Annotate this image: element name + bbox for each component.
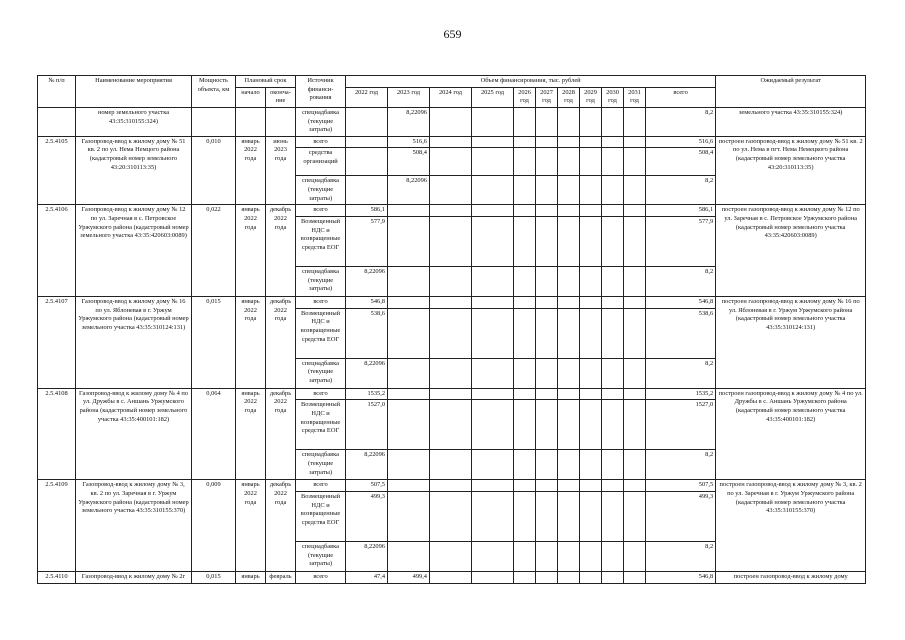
table-cell bbox=[514, 400, 536, 450]
header-source: Источник финанси-рования bbox=[296, 76, 346, 108]
header-year: 2031 год bbox=[624, 87, 646, 107]
table-row bbox=[38, 205, 866, 217]
table-cell bbox=[624, 388, 646, 400]
row-result: построен газопровод-ввод к жилому дому № 16 по ул. Яблоневая в г. Уржум Уржумского района (кадастровый номер земельного участка 43:35:310124:131) bbox=[716, 297, 866, 389]
row-name: Газопровод-ввод к жилому дому № 2г bbox=[76, 571, 192, 583]
table-cell bbox=[558, 267, 580, 297]
header-year: 2027 год bbox=[536, 87, 558, 107]
row-value-2022: 1535,2 bbox=[346, 388, 388, 400]
table-cell bbox=[472, 450, 514, 480]
row-start: январь bbox=[236, 571, 266, 583]
row-source: спецнадбавка (текущие затраты) bbox=[296, 450, 346, 480]
header-year: 2028 год bbox=[558, 87, 580, 107]
table-cell bbox=[624, 571, 646, 583]
table-cell bbox=[624, 148, 646, 176]
table-cell bbox=[580, 267, 602, 297]
header-num: № п/п bbox=[38, 76, 76, 108]
row-source: спецнадбавка (текущие затраты) bbox=[296, 541, 346, 571]
row-total: 507,5 bbox=[646, 480, 716, 492]
row-end: декабрь 2022 года bbox=[266, 297, 296, 389]
table-cell bbox=[602, 571, 624, 583]
table-cell bbox=[430, 217, 472, 267]
row-num: 2.5.4106 bbox=[38, 205, 76, 297]
financing-table bbox=[37, 75, 866, 584]
header-term-end: оконча-ние bbox=[266, 87, 296, 107]
header-term-start: начало bbox=[236, 87, 266, 107]
row-capacity: 0,064 bbox=[192, 388, 236, 480]
table-cell bbox=[580, 358, 602, 388]
table-cell bbox=[624, 217, 646, 267]
table-cell bbox=[558, 491, 580, 541]
table-cell bbox=[514, 491, 536, 541]
table-cell bbox=[472, 358, 514, 388]
table-cell bbox=[558, 297, 580, 309]
table-cell bbox=[602, 491, 624, 541]
row-num: 2.5.4109 bbox=[38, 480, 76, 572]
row-source: спецнадбавка (текущие затраты) bbox=[296, 176, 346, 205]
table-cell bbox=[472, 491, 514, 541]
row-value-2023: 8,22096 bbox=[388, 107, 430, 136]
row-source: спецнадбавка (текущие затраты) bbox=[296, 358, 346, 388]
row-total: 516,6 bbox=[646, 136, 716, 148]
row-total: 8,2 bbox=[646, 358, 716, 388]
row-total: 8,2 bbox=[646, 541, 716, 571]
table-cell bbox=[536, 205, 558, 217]
row-capacity: 0,010 bbox=[192, 136, 236, 205]
table-cell bbox=[514, 176, 536, 205]
row-value-2022: 1527,0 bbox=[346, 400, 388, 450]
row-capacity: 0,015 bbox=[192, 297, 236, 389]
table-cell bbox=[558, 541, 580, 571]
table-cell bbox=[430, 541, 472, 571]
table-cell bbox=[558, 148, 580, 176]
row-result: построен газопровод-ввод к жилому дому № 4 по ул. Дружбы в с. Аншань Уржумского района (кадастровый номер земельного участка 43:35:400101:182) bbox=[716, 388, 866, 480]
header-capacity: Мощность объекта, км bbox=[192, 76, 236, 108]
row-total: 538,6 bbox=[646, 308, 716, 358]
row-end: декабрь 2022 года bbox=[266, 480, 296, 572]
table-cell bbox=[602, 205, 624, 217]
table-cell bbox=[602, 388, 624, 400]
row-start: январь 2022 года bbox=[236, 388, 266, 480]
table-cell bbox=[536, 217, 558, 267]
table-cell bbox=[580, 388, 602, 400]
row-capacity: 0,022 bbox=[192, 205, 236, 297]
header-year: 2030 год bbox=[602, 87, 624, 107]
table-cell bbox=[430, 571, 472, 583]
row-value-2022: 546,8 bbox=[346, 297, 388, 309]
header-year: 2025 год bbox=[472, 87, 514, 107]
table-cell bbox=[580, 571, 602, 583]
row-source: спецнадбавка (текущие затраты) bbox=[296, 267, 346, 297]
row-source: всего bbox=[296, 480, 346, 492]
row-source: Возмещенный НДС и возвращенные средства ЕОГ bbox=[296, 400, 346, 450]
table-cell bbox=[430, 148, 472, 176]
table-cell bbox=[602, 297, 624, 309]
table-cell bbox=[580, 400, 602, 450]
header-result: Ожидаемый результат bbox=[716, 76, 866, 108]
row-value-2023 bbox=[388, 400, 430, 450]
row-total: 577,9 bbox=[646, 217, 716, 267]
row-total: 546,8 bbox=[646, 297, 716, 309]
row-source: средства организаций bbox=[296, 148, 346, 176]
table-cell bbox=[536, 297, 558, 309]
table-cell bbox=[430, 297, 472, 309]
table-cell bbox=[602, 480, 624, 492]
table-cell bbox=[472, 297, 514, 309]
row-name: Газопровод-ввод к жилому дому № 16 по ул. Яблоневая в г. Уржум Уржумского района (кадастровый номер земельного участка 43:35:310124:131) bbox=[76, 297, 192, 389]
table-cell bbox=[580, 541, 602, 571]
table-cell bbox=[580, 450, 602, 480]
header-total: всего bbox=[646, 87, 716, 107]
table-cell bbox=[472, 217, 514, 267]
row-name: Газопровод-ввод к жилому дому № 12 по ул. Заречная в с. Петровское Уржумского района (кадастровый номер земельного участка 43:35:420603:0089) bbox=[76, 205, 192, 297]
row-result: земельного участка 43:35:310155:324) bbox=[716, 107, 866, 136]
table-cell bbox=[514, 297, 536, 309]
row-value-2022 bbox=[346, 136, 388, 148]
table-cell bbox=[514, 308, 536, 358]
row-name: Газопровод-ввод к жилому дому № 3, кв. 2 по ул. Заречная в г. Уржум Уржумского района (кадастровый номер земельного участка 43:35:310155:370) bbox=[76, 480, 192, 572]
table-cell bbox=[558, 308, 580, 358]
table-cell bbox=[558, 571, 580, 583]
table-cell bbox=[472, 571, 514, 583]
row-total: 1527,0 bbox=[646, 400, 716, 450]
row-total: 8,2 bbox=[646, 450, 716, 480]
row-value-2023 bbox=[388, 450, 430, 480]
table-cell bbox=[536, 308, 558, 358]
table-cell bbox=[472, 148, 514, 176]
table-cell bbox=[624, 176, 646, 205]
table-cell bbox=[624, 541, 646, 571]
row-start: январь 2022 года bbox=[236, 297, 266, 389]
row-source: Возмещенный НДС и возвращенные средства ЕОГ bbox=[296, 217, 346, 267]
row-value-2023: 8,22096 bbox=[388, 176, 430, 205]
row-start: январь 2022 года bbox=[236, 480, 266, 572]
table-row bbox=[38, 571, 866, 583]
table-row bbox=[38, 480, 866, 492]
row-source: всего bbox=[296, 205, 346, 217]
table-cell bbox=[580, 297, 602, 309]
row-value-2023 bbox=[388, 205, 430, 217]
row-source: Возмещенный НДС и возвращенные средства ЕОГ bbox=[296, 491, 346, 541]
row-source: всего bbox=[296, 136, 346, 148]
table-cell bbox=[430, 388, 472, 400]
header-year: 2026 год bbox=[514, 87, 536, 107]
table-cell bbox=[602, 358, 624, 388]
row-value-2023 bbox=[388, 308, 430, 358]
row-value-2022: 8,22096 bbox=[346, 358, 388, 388]
row-value-2022: 586,1 bbox=[346, 205, 388, 217]
table-cell bbox=[624, 267, 646, 297]
table-cell bbox=[558, 358, 580, 388]
table-cell bbox=[472, 205, 514, 217]
table-cell bbox=[430, 358, 472, 388]
header-volume: Объем финансирования, тыс. рублей bbox=[346, 76, 716, 88]
table-cell bbox=[624, 297, 646, 309]
table-cell bbox=[514, 450, 536, 480]
table-cell bbox=[558, 400, 580, 450]
row-num: 2.5.4105 bbox=[38, 136, 76, 205]
row-name: Газопровод-ввод к жилому дому № 51 кв. 2 по ул. Нема Немцого района (кадастровый номер земельного 43:20:310113:35) bbox=[76, 136, 192, 205]
table-cell bbox=[430, 176, 472, 205]
row-value-2022: 47,4 bbox=[346, 571, 388, 583]
table-cell bbox=[472, 541, 514, 571]
table-cell bbox=[514, 571, 536, 583]
row-start: январь 2022 года bbox=[236, 136, 266, 205]
table-cell bbox=[624, 450, 646, 480]
header-row bbox=[38, 76, 866, 88]
table-cell bbox=[536, 491, 558, 541]
row-total: 8,2 bbox=[646, 107, 716, 136]
table-cell bbox=[514, 541, 536, 571]
table-cell bbox=[580, 205, 602, 217]
table-cell bbox=[558, 136, 580, 148]
table-cell bbox=[514, 388, 536, 400]
table-cell bbox=[580, 176, 602, 205]
table-cell bbox=[472, 400, 514, 450]
table-cell bbox=[536, 136, 558, 148]
row-source: всего bbox=[296, 388, 346, 400]
row-value-2022: 507,5 bbox=[346, 480, 388, 492]
row-value-2022: 8,22096 bbox=[346, 267, 388, 297]
table-cell bbox=[536, 358, 558, 388]
table-cell bbox=[472, 267, 514, 297]
row-value-2023 bbox=[388, 297, 430, 309]
table-cell bbox=[602, 267, 624, 297]
header-year: 2024 год bbox=[430, 87, 472, 107]
table-cell bbox=[624, 400, 646, 450]
table-cell bbox=[430, 400, 472, 450]
row-result: построен газопровод-ввод к жилому дому № 12 по ул. Заречная в с. Петровское Уржумского района (кадастровый номер земельного участка 43:35:420603:0089) bbox=[716, 205, 866, 297]
table-cell bbox=[558, 450, 580, 480]
row-capacity: 0,015 bbox=[192, 571, 236, 583]
row-total: 546,8 bbox=[646, 571, 716, 583]
table-row bbox=[38, 136, 866, 148]
table-cell bbox=[472, 388, 514, 400]
table-cell bbox=[624, 308, 646, 358]
row-end: декабрь 2022 года bbox=[266, 205, 296, 297]
table-cell bbox=[430, 267, 472, 297]
header-year: 2022 год bbox=[346, 87, 388, 107]
row-value-2023 bbox=[388, 358, 430, 388]
row-num: 2.5.4107 bbox=[38, 297, 76, 389]
table-cell bbox=[558, 205, 580, 217]
table-cell bbox=[602, 136, 624, 148]
table-cell bbox=[472, 136, 514, 148]
page-number: 659 bbox=[443, 27, 462, 41]
table-cell bbox=[430, 136, 472, 148]
table-cell bbox=[514, 148, 536, 176]
row-value-2022: 499,3 bbox=[346, 491, 388, 541]
table-cell bbox=[536, 480, 558, 492]
row-name: Газопровод-ввод к жилому дому № 4 по ул. Дружбы в с. Аншань Уржумского района (кадастровый номер земельного участка 43:35:400101:182) bbox=[76, 388, 192, 480]
row-total: 8,2 bbox=[646, 267, 716, 297]
row-value-2022: 8,22096 bbox=[346, 541, 388, 571]
table-cell bbox=[430, 308, 472, 358]
table-cell bbox=[624, 205, 646, 217]
header-year: 2029 год bbox=[580, 87, 602, 107]
row-num: 2.5.4110 bbox=[38, 571, 76, 583]
row-value-2022 bbox=[346, 148, 388, 176]
table-cell bbox=[624, 358, 646, 388]
table-cell bbox=[580, 148, 602, 176]
row-source: всего bbox=[296, 571, 346, 583]
table-cell bbox=[580, 217, 602, 267]
header-year: 2023 год bbox=[388, 87, 430, 107]
table-cell bbox=[514, 267, 536, 297]
table-cell bbox=[580, 136, 602, 148]
table-cell bbox=[430, 450, 472, 480]
row-value-2023 bbox=[388, 217, 430, 267]
header-term: Плановый срок bbox=[236, 76, 296, 88]
table-cell bbox=[536, 148, 558, 176]
row-result: построен газопровод-ввод к жилому дому № 3, кв. 2 по ул. Заречная в г. Уржум Уржумского района (кадастровый номер земельного участка 43:35:310155:370) bbox=[716, 480, 866, 572]
table-cell bbox=[580, 308, 602, 358]
table-row bbox=[38, 297, 866, 309]
table-cell bbox=[624, 491, 646, 541]
row-value-2023 bbox=[388, 480, 430, 492]
row-value-2022: 8,22096 bbox=[346, 450, 388, 480]
row-value-2023: 508,4 bbox=[388, 148, 430, 176]
row-value-2023: 516,6 bbox=[388, 136, 430, 148]
header-name: Наименование мероприятия bbox=[76, 76, 192, 108]
table-cell bbox=[624, 136, 646, 148]
table-cell bbox=[602, 148, 624, 176]
row-value-2023 bbox=[388, 388, 430, 400]
table-cell bbox=[558, 480, 580, 492]
table-cell bbox=[558, 217, 580, 267]
table-cell bbox=[536, 388, 558, 400]
row-total: 508,4 bbox=[646, 148, 716, 176]
row-value-2023 bbox=[388, 267, 430, 297]
table-cell bbox=[536, 541, 558, 571]
table-cell bbox=[536, 571, 558, 583]
table-cell bbox=[430, 205, 472, 217]
row-end: декабрь 2022 года bbox=[266, 388, 296, 480]
table-cell bbox=[558, 176, 580, 205]
table-cell bbox=[430, 480, 472, 492]
table-cell bbox=[472, 480, 514, 492]
row-result: построен газопровод-ввод к жилому дому № 51 кв. 2 по ул. Нема в пгт. Нема Немецкого района (кадастровый номер земельного участка 43:20:310113:35) bbox=[716, 136, 866, 205]
table-cell bbox=[580, 480, 602, 492]
table-cell bbox=[624, 480, 646, 492]
row-total: 499,3 bbox=[646, 491, 716, 541]
row-total: 586,1 bbox=[646, 205, 716, 217]
table-cell bbox=[602, 541, 624, 571]
row-total: 1535,2 bbox=[646, 388, 716, 400]
table-row bbox=[38, 107, 866, 136]
table-cell bbox=[514, 358, 536, 388]
row-num: 2.5.4108 bbox=[38, 388, 76, 480]
row-start: январь 2022 года bbox=[236, 205, 266, 297]
table-cell bbox=[430, 491, 472, 541]
row-capacity: 0,009 bbox=[192, 480, 236, 572]
table-cell bbox=[602, 217, 624, 267]
row-value-2023 bbox=[388, 541, 430, 571]
table-cell bbox=[580, 491, 602, 541]
row-source: всего bbox=[296, 297, 346, 309]
row-value-2022: 538,6 bbox=[346, 308, 388, 358]
table-cell bbox=[514, 217, 536, 267]
table-cell bbox=[472, 308, 514, 358]
row-source: спецнадбавка (текущие затраты) bbox=[296, 107, 346, 136]
row-value-2022: 577,9 bbox=[346, 217, 388, 267]
row-end: февраль bbox=[266, 571, 296, 583]
table-cell bbox=[514, 136, 536, 148]
table-cell bbox=[472, 176, 514, 205]
row-value-2023: 499,4 bbox=[388, 571, 430, 583]
table-cell bbox=[536, 176, 558, 205]
row-result: построен газопровод-ввод к жилому дому bbox=[716, 571, 866, 583]
row-value-2023 bbox=[388, 491, 430, 541]
row-source: Возмещенный НДС и возвращенные средства ЕОГ bbox=[296, 308, 346, 358]
row-total: 8,2 bbox=[646, 176, 716, 205]
row-name: номер земельного участка 43:35:310155:324) bbox=[76, 107, 192, 136]
table-cell bbox=[514, 205, 536, 217]
table-cell bbox=[536, 450, 558, 480]
table-row bbox=[38, 388, 866, 400]
row-end: июнь 2023 года bbox=[266, 136, 296, 205]
table-cell bbox=[602, 400, 624, 450]
table-cell bbox=[558, 388, 580, 400]
table-cell bbox=[514, 480, 536, 492]
table-cell bbox=[602, 176, 624, 205]
table-cell bbox=[602, 450, 624, 480]
table-cell bbox=[602, 308, 624, 358]
row-value-2022 bbox=[346, 176, 388, 205]
table-cell bbox=[536, 267, 558, 297]
table-cell bbox=[536, 400, 558, 450]
